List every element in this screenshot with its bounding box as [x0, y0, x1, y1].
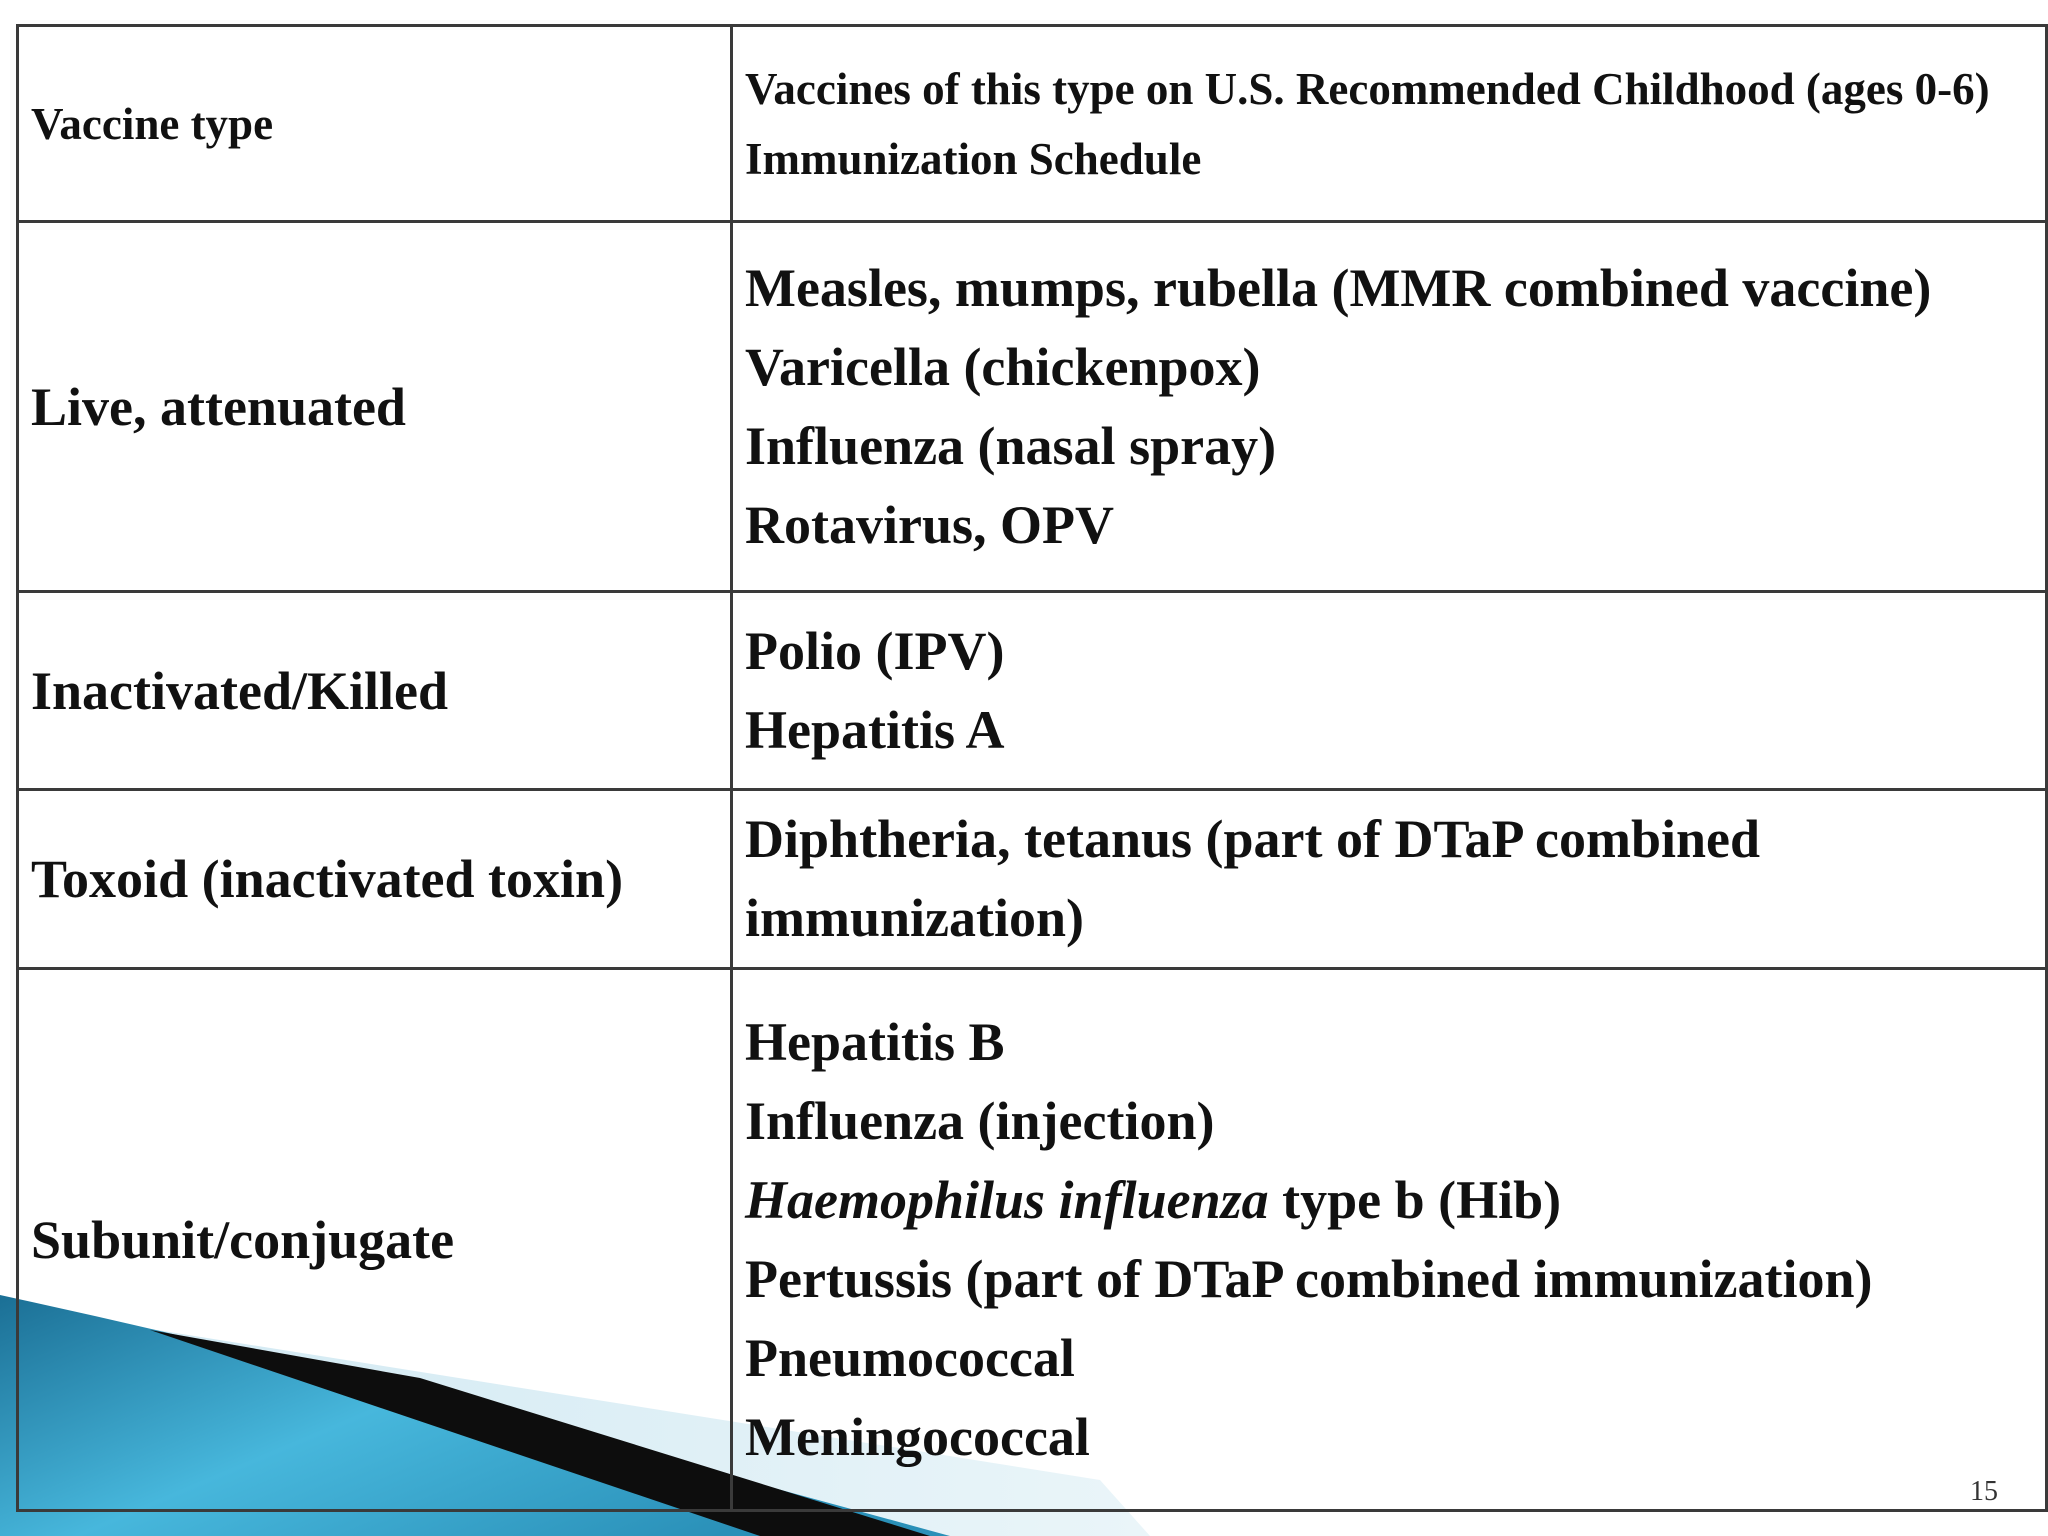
table-row	[18, 222, 2047, 592]
vaccine-types-table	[16, 24, 2048, 1512]
vaccine-item: Hepatitis A	[745, 699, 1005, 760]
vaccine-item: Influenza (injection)	[745, 1090, 1215, 1151]
header-cell-schedule	[732, 26, 2047, 222]
vaccines-cell	[732, 222, 2047, 592]
table-header-row	[18, 26, 2047, 222]
table-row	[18, 592, 2047, 790]
vaccine-item: Diphtheria, tetanus (part of DTaP combined immunization)	[745, 809, 1761, 948]
vaccine-item: Rotavirus, OPV	[745, 494, 1114, 555]
vaccine-item: Influenza (nasal spray)	[745, 415, 1277, 476]
vaccine-item: Measles, mumps, rubella (MMR combined vaccine)	[745, 257, 1932, 318]
vaccine-item: Meningococcal	[745, 1406, 1090, 1467]
type-cell	[18, 222, 732, 592]
table-row	[18, 969, 2047, 1511]
vaccine-item: Pneumococcal	[745, 1327, 1075, 1388]
type-cell	[18, 592, 732, 790]
vaccine-item: Varicella (chickenpox)	[745, 336, 1261, 397]
header-cell-vaccine-type	[18, 26, 732, 222]
vaccine-item-hib	[745, 1161, 2033, 1240]
hib-suffix: type b (Hib)	[1282, 1169, 1562, 1230]
vaccines-cell	[732, 790, 2047, 969]
vaccine-item: Pertussis (part of DTaP combined immunization)	[745, 1248, 1873, 1309]
vaccine-type-label: Live, attenuated	[31, 376, 406, 437]
header-schedule: Vaccines of this type on U.S. Recommended Childhood (ages 0-6) Immunization Schedule	[745, 63, 1990, 184]
vaccine-type-label: Subunit/conjugate	[31, 1209, 455, 1270]
vaccine-item: Polio (IPV)	[745, 620, 1005, 681]
type-cell	[18, 969, 732, 1511]
vaccine-item: Hepatitis B	[745, 1011, 1005, 1072]
header-vaccine-type: Vaccine type	[31, 98, 274, 149]
vaccines-cell	[732, 592, 2047, 790]
vaccine-type-label: Toxoid (inactivated toxin)	[31, 849, 624, 909]
page-number: 15	[1970, 1476, 1998, 1507]
hib-italic-name: Haemophilus influenza	[745, 1169, 1269, 1230]
table-row	[18, 790, 2047, 969]
vaccine-type-label: Inactivated/Killed	[31, 660, 448, 721]
vaccines-cell	[732, 969, 2047, 1511]
type-cell	[18, 790, 732, 969]
